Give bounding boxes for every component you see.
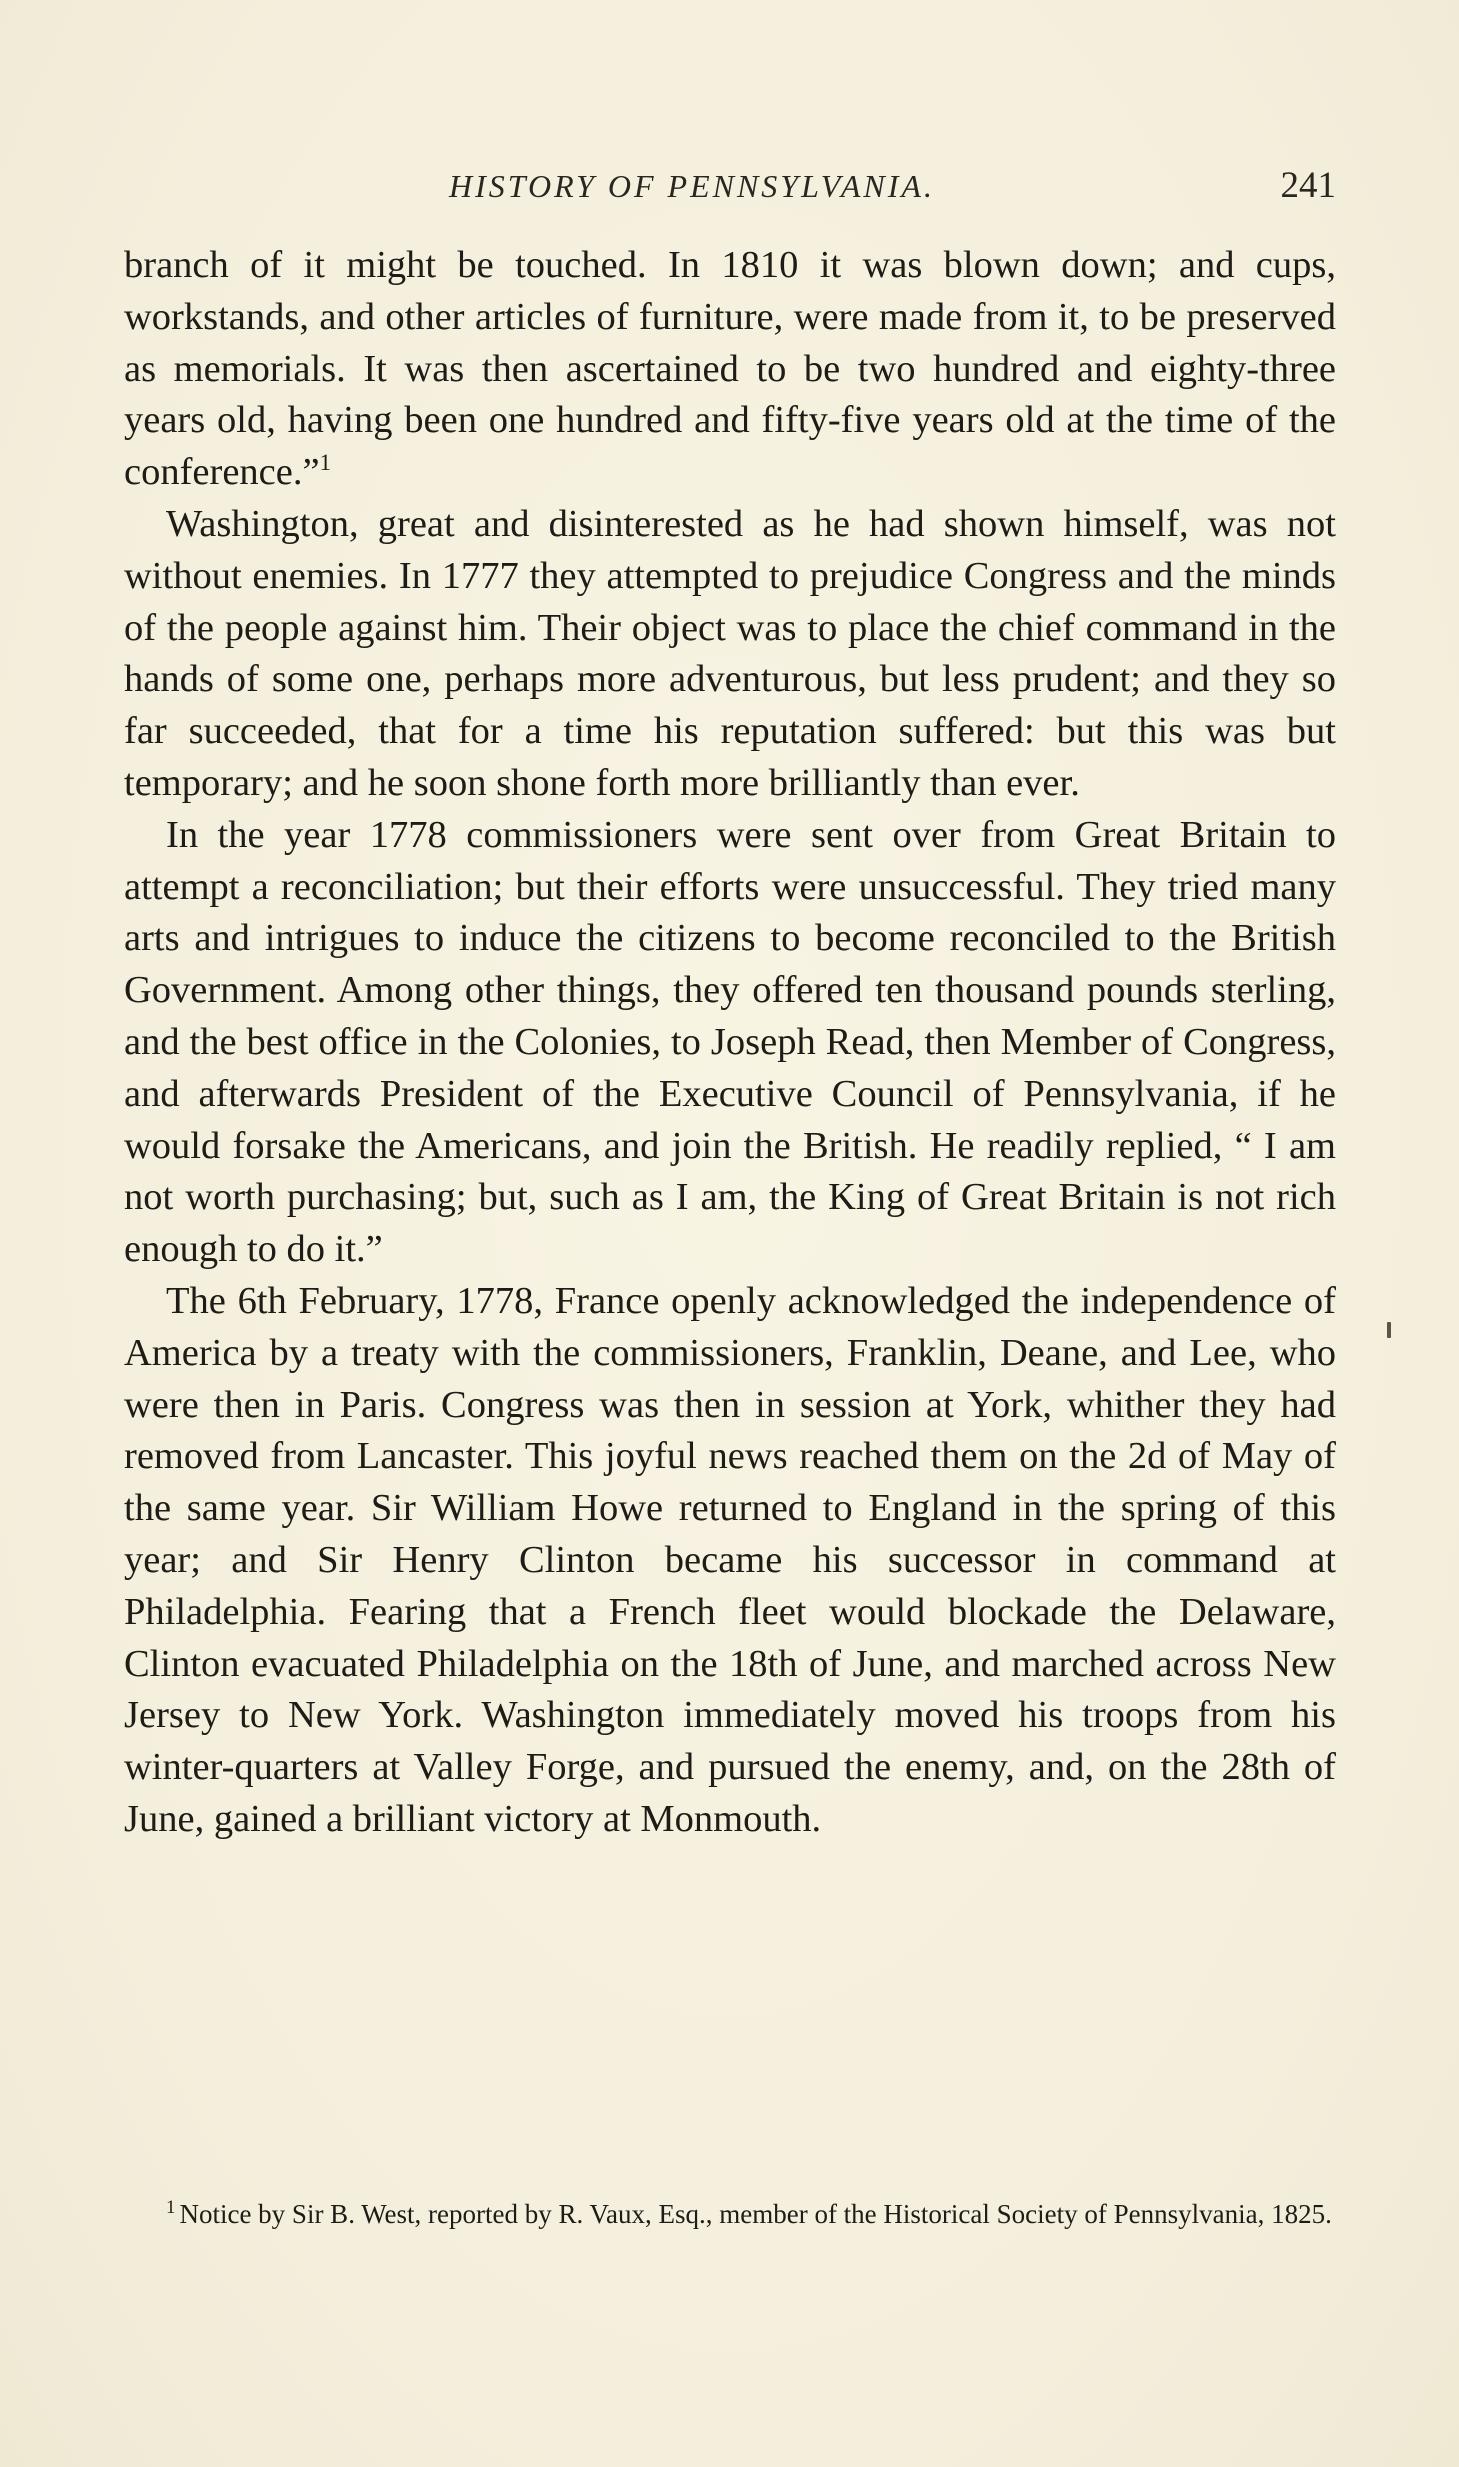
footnote (124, 2196, 1336, 2232)
running-head (124, 165, 1336, 216)
paragraph: Washington, great and disinterested as he had shown himself, was not without enemies. In 1777 they attempted to prejudice Congress and the minds of the people against him. Their object was to place the chief command in the hands of some one, perhaps more adventurous, but less prudent; and they so far succeeded, that for a time his reputation suffered: but this was but temporary; and he soon shone forth more brilliantly than ever. (124, 502, 1336, 804)
footnotes (124, 2196, 1336, 2232)
footnote-reference: 1 (319, 449, 332, 476)
paragraph-text: branch of it might be touched. In 1810 it was blown down; and cups, workstands, and other articles of furniture, were made from it, to be preserved as memorials. It was then ascertained to be two hundred and eighty-three years old, having been one hundred and fifty-five years old at the time of the conference.” (124, 244, 1336, 494)
paragraph-continued (124, 240, 1336, 499)
margin-mark (1387, 1322, 1391, 1338)
running-title: HISTORY OF PENNSYLVANIA. (449, 168, 935, 204)
paragraph: In the year 1778 commissioners were sent over from Great Britain to attempt a reconciliation; but their efforts were unsuccessful. They tried many arts and intrigues to induce the citizens to become reconciled to the British Government. Among other things, they offered ten thousand pounds sterling, and the best office in the Colonies, to Joseph Read, then Member of Congress, and afterwards President of the Executive Council of Pennsylvania, if he would forsake the Americans, and join the British. He readily replied, “ I am not worth purchasing; but, such as I am, the King of Great Britain is not rich enough to do it.” (124, 813, 1336, 1271)
page-number: 241 (1280, 165, 1336, 206)
footnote-text: Notice by Sir B. West, reported by R. Vaux, Esq., member of the Historical Society of Pennsylvania, 1825. (179, 2199, 1332, 2229)
paragraph: The 6th February, 1778, France openly acknowledged the independence of America by a treaty with the commissioners, Franklin, Deane, and Lee, who were then in Paris. Congress was then in session at York, whither they had removed from Lancaster. This joyful news reached them on the 2d of May of the same year. Sir William Howe returned to England in the spring of this year; and Sir Henry Clinton became his successor in command at Philadelphia. Fearing that a French fleet would blockade the Delaware, Clinton evacuated Philadelphia on the 18th of June, and marched across New Jersey to New York. Washington immediately moved his troops from his winter-quarters at Valley Forge, and pursued the enemy, and, on the 28th of June, gained a brilliant victory at Monmouth. (124, 1279, 1336, 1840)
footnote-mark: 1 (166, 2197, 176, 2218)
body-text (124, 240, 1336, 1846)
